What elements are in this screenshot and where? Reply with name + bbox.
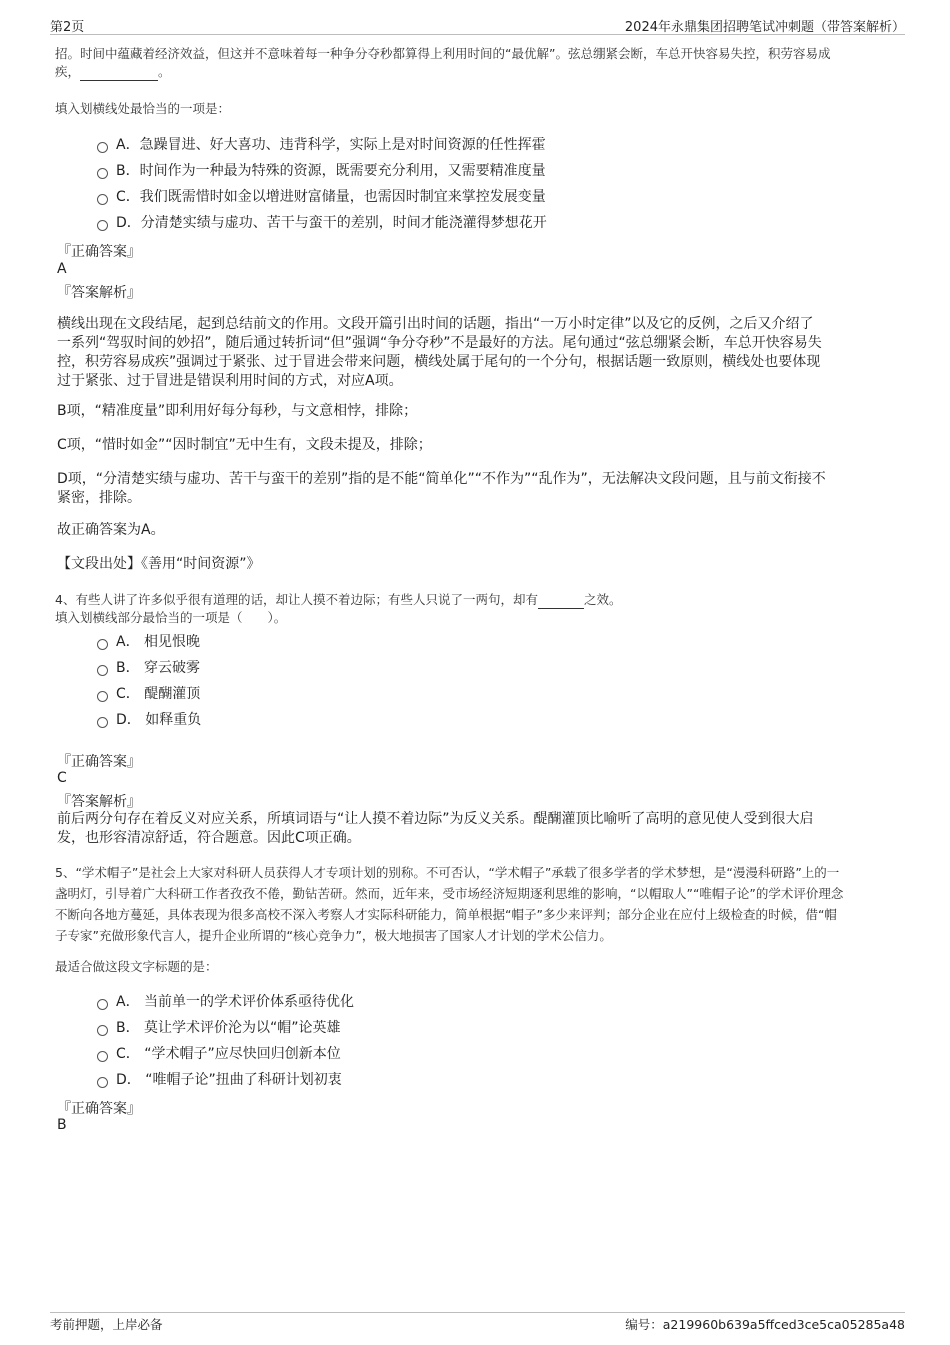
q4-option-d[interactable]: D． 如释重负 [97,711,201,729]
q4-stem: 4、有些人讲了许多似乎很有道理的话，却让人摸不着边际；有些人只说了一两句，却有 之效。 [55,592,622,607]
q3-analysis-line: 一系列“驾驭时间的妙招”，随后通过转折词“但”强调“争分夺秒”不是最好的方法。尾句通过“弦总绷紧会断，车总开快容易失 [57,335,822,351]
q3-intro-line: 招。时间中蕴藏着经济效益，但这并不意味着每一种争分夺秒都算得上利用时间的“最优解”。弦总绷紧会断，车总开快容易失控，积劳容易成 [55,46,831,61]
page-footer [50,1312,905,1337]
document-id: 编号：a219960b639a5ffced3ce5ca05285a48 [625,1317,905,1332]
q3-option-d-note-line: D项，“分清楚实绩与虚功、苦干与蛮干的差别”指的是不能“简单化”“不作为”“乱作为”，无法解决文段问题，且与前文衔接不 [57,471,826,487]
q3-answer: A [57,261,67,277]
radio-icon[interactable] [97,639,108,650]
radio-icon[interactable] [97,717,108,728]
q3-option-b-note: B项，“精准度量”即利用好每分每秒，与文意相悖，排除； [57,403,418,419]
q4-option-c[interactable]: C． 醍醐灌顶 [97,685,200,703]
q4-analysis [57,810,814,848]
q3-option-c[interactable]: C．我们既需惜时如金以增进财富储量，也需因时制宜来掌控发展变量 [97,188,546,206]
q5-option-b[interactable]: B． 莫让学术评价沦为以“帽”论英雄 [97,1019,341,1037]
q3-option-b[interactable]: B．时间作为一种最为特殊的资源，既需要充分利用，又需要精准度量 [97,162,546,180]
radio-icon[interactable] [97,1051,108,1062]
q3-option-d-note [57,470,826,508]
page-number: 第2页 [50,20,85,35]
q3-option-d-note-line: 紧密，排除。 [57,490,141,506]
q5-option-a[interactable]: A． 当前单一的学术评价体系亟待优化 [97,993,354,1011]
q5-stem [55,862,843,946]
radio-icon[interactable] [97,999,108,1010]
q5-stem-line: 盏明灯，引导着广大科研工作者孜孜不倦，勤钻苦研。然而，近年来，受市场经济短期逐利思维的影响，“以帽取人”“唯帽子论”的学术评价理念 [55,886,844,901]
q5-option-c[interactable]: C． “学术帽子”应尽快回归创新本位 [97,1045,341,1063]
q4-analysis-line: 发，也形容清凉舒适，符合题意。因此C项正确。 [57,830,361,846]
document-title: 2024年永鼎集团招聘笔试冲刺题（带答案解析） [624,20,905,35]
radio-icon[interactable] [97,168,108,179]
q3-analysis [57,315,822,391]
q5-answer: B [57,1117,67,1133]
q3-analysis-line: 控，积劳容易成疾”强调过于紧张、过于冒进会带来问题，横线处属于尾句的一个分句，根据话题一致原则，横线处也要体现 [57,354,821,370]
q3-analysis-line: 过于紧张、过于冒进是错误利用时间的方式，对应A项。 [57,373,403,389]
q3-analysis-label: 『答案解析』 [57,285,141,301]
radio-icon[interactable] [97,1025,108,1036]
q5-option-d[interactable]: D． “唯帽子论”扭曲了科研计划初衷 [97,1071,342,1089]
radio-icon[interactable] [97,194,108,205]
radio-icon[interactable] [97,220,108,231]
q4-analysis-line: 前后两分句存在着反义对应关系，所填词语与“让人摸不着边际”为反义关系。醍醐灌顶比喻听了高明的意见使人受到很大启 [57,811,814,827]
q3-analysis-line: 横线出现在文段结尾，起到总结前文的作用。文段开篇引出时间的话题，指出“一万小时定律”以及它的反例，之后又介绍了 [57,316,814,332]
q3-prompt: 填入划横线处最恰当的一项是： [55,101,231,116]
q3-conclusion: 故正确答案为A。 [57,522,165,538]
q4-answer: C [57,770,67,786]
fill-blank [80,80,158,81]
fill-blank [538,608,584,609]
q5-stem-line: 子专家”充做形象代言人，提升企业所谓的“核心竞争力”，极大地损害了国家人才计划的学术公信力。 [55,928,612,943]
q5-prompt: 最适合做这段文字标题的是： [55,959,218,974]
q3-answer-label: 『正确答案』 [57,244,141,260]
radio-icon[interactable] [97,691,108,702]
q3-option-d[interactable]: D．分清楚实绩与虚功、苦干与蛮干的差别，时间才能浇灌得梦想花开 [97,214,547,232]
footer-slogan: 考前押题，上岸必备 [50,1317,163,1332]
q3-option-a[interactable]: A．急躁冒进、好大喜功、违背科学，实际上是对时间资源的任性挥霍 [97,136,546,154]
q4-answer-label: 『正确答案』 [57,754,141,770]
q4-option-a[interactable]: A． 相见恨晚 [97,633,200,651]
page-header [50,14,905,35]
q3-option-c-note: C项，“惜时如金”“因时制宜”无中生有，文段未提及，排除； [57,437,432,453]
radio-icon[interactable] [97,665,108,676]
q4-analysis-label: 『答案解析』 [57,794,141,810]
q4-prompt: 填入划横线部分最恰当的一项是（ ）。 [55,610,287,625]
q4-option-b[interactable]: B． 穿云破雾 [97,659,200,677]
radio-icon[interactable] [97,142,108,153]
q5-stem-line: 5、“学术帽子”是社会上大家对科研人员获得人才专项计划的别称。不可否认，“学术帽子”承载了很多学者的学术梦想，是“漫漫科研路”上的一 [55,865,840,880]
q3-source: 【文段出处】《善用“时间资源”》 [57,556,261,572]
q3-intro [55,45,915,81]
q5-answer-label: 『正确答案』 [57,1101,141,1117]
q3-intro-line: 疾， 。 [55,64,171,79]
q5-stem-line: 不断向各地方蔓延，具体表现为很多高校不深入考察人才实际科研能力，简单根据“帽子”多少来评判；部分企业在应付上级检查的时候，借“帽 [55,907,837,922]
radio-icon[interactable] [97,1077,108,1088]
